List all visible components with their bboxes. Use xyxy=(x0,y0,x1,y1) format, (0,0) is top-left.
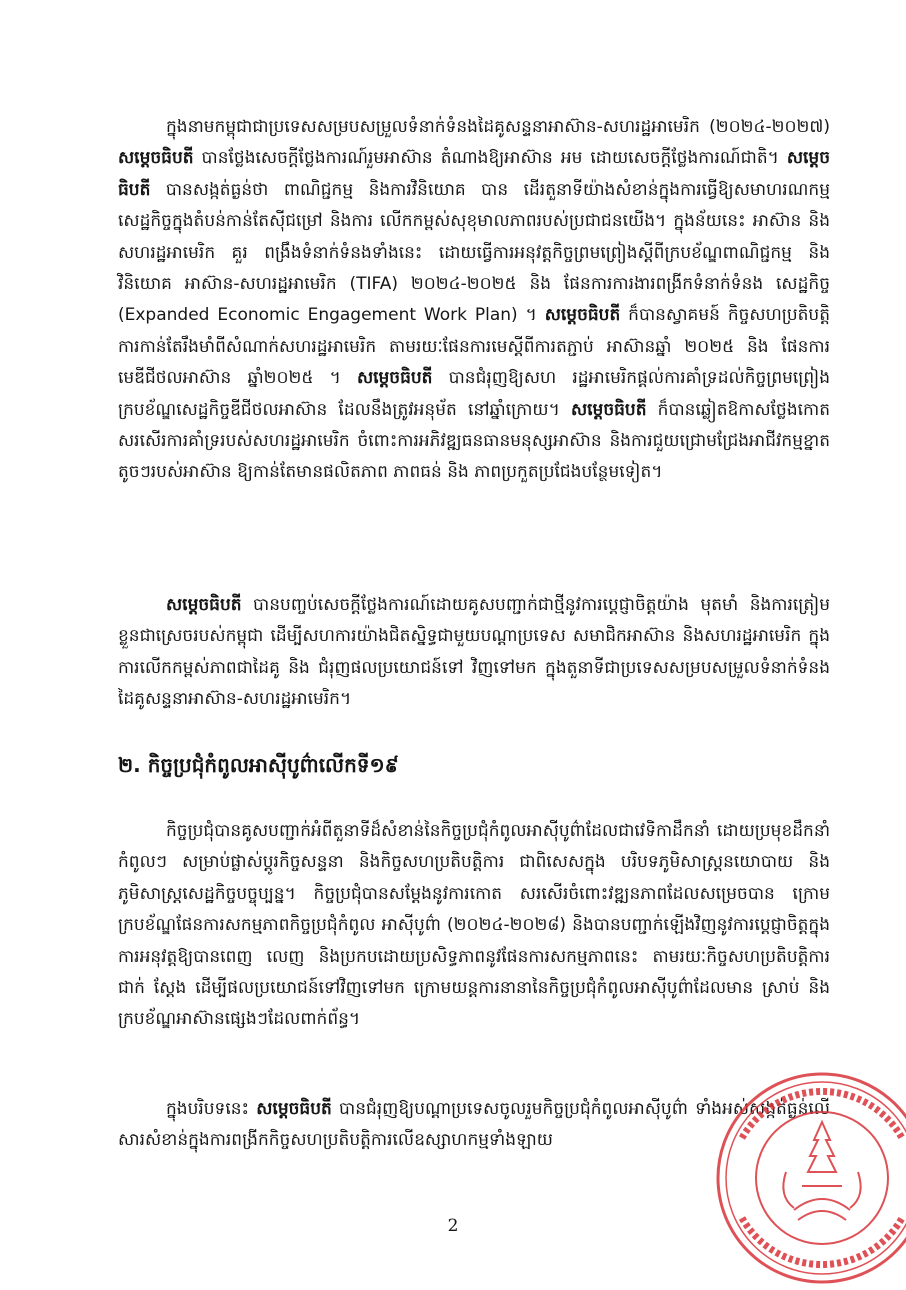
paragraph-east-asia-summit xyxy=(118,816,830,1036)
bold-title: សម្ដេចធិបតី xyxy=(166,595,242,615)
page-number: 2 xyxy=(447,1216,459,1236)
text-run: ក្នុងបរិបទនេះ xyxy=(166,1099,257,1119)
bold-title: សម្ដេចធិបតី xyxy=(118,148,194,169)
text-run: ក៏បានឆ្លៀតឱកាសថ្លែងកោតសរសើរការគាំទ្ររបស់សហរដ្ឋអាមេរិក ចំពោះការអភិវឌ្ឍធនធានមនុស្សអាស៊ាន និងការជួយជ្រោមជ្រែងអាជីវកម្មខ្នាតតូចៗរបស់អាស៊ាន ឱ្យកាន់តែមានផលិតភាព ភាពធន់ និង ភាពប្រកួតប្រជែងបន្ថែមទៀត។ xyxy=(118,399,830,483)
seal-temple-emblem xyxy=(808,1122,836,1172)
text-run: បានសង្កត់ធ្ងន់ថា ពាណិជ្ជកម្ម និងការវិនិយោគ បាន ដើរតួនាទីយ៉ាងសំខាន់ក្នុងការធ្វើឱ្យសមាហរណកម្មសេដ្ឋកិច្ចក្នុងតំបន់កាន់តែស៊ីជម្រៅ និងការ លើកកម្ពស់សុខុមាលភាពរបស់ប្រជាជនយើង។ ក្នុងន័យនេះ អាស៊ាន និងសហរដ្ឋអាមេរិក គួរ ពង្រឹងទំនាក់ទំនងទាំងនេះ ដោយធ្វើការអនុវត្តកិច្ចព្រមព្រៀងស្ដីពីក្របខ័ណ្ឌពាណិជ្ជកម្ម និង វិនិយោគ អាស៊ាន-សហរដ្ឋអាមេរិក (TIFA) ២០២៤-២០២៥ និង ផែនការការងារពង្រីកទំនាក់ទំនង សេដ្ឋកិច្ច (Expanded Economic Engagement Work Plan) ។ xyxy=(118,179,830,326)
seal-outer-ring xyxy=(718,1074,906,1282)
paragraph-closing-statement xyxy=(118,590,830,716)
bold-title: សម្ដេចធិបតី xyxy=(256,1099,332,1119)
seal-emblem-sides xyxy=(783,1172,860,1208)
seal-inner-ring xyxy=(726,1082,906,1274)
paragraph-tifa-statement xyxy=(118,112,830,489)
text-run: បានជំរុញឱ្យសហ រដ្ឋអាមេរិកផ្ដល់ការគាំទ្រដល់កិច្ចព្រមព្រៀងក្របខ័ណ្ឌសេដ្ឋកិច្ចឌីជីថលអាស៊ាន ដែលនឹងត្រូវអនុម័ត នៅឆ្នាំក្រោយ។ xyxy=(118,368,831,420)
text-run: បានថ្លែងសេចក្ដីថ្លែងការណ៍រួមអាស៊ាន តំណាងឱ្យអាស៊ាន អម ដោយសេចក្ដីថ្លែងការណ៍ជាតិ។ xyxy=(193,148,787,169)
official-seal-stamp xyxy=(702,1060,906,1290)
seal-center-ring xyxy=(756,1112,888,1244)
seal-emblem-base xyxy=(794,1186,850,1220)
bold-title: សម្ដេចធិបតី xyxy=(356,368,433,389)
bold-title: សម្ដេចធិបតី xyxy=(544,305,621,326)
text-run: បានជំរុញឱ្យបណ្ដាប្រទេសចូលរួមកិច្ចប្រជុំកំពូលអាស៊ីបូព៌ា ទាំងអស់សង្កត់ធ្ងន់លើសារសំខាន់ក្នុងការពង្រីកកិច្ចសហប្រតិបត្តិការលើឧស្សាហកម្មទាំងឡាយ xyxy=(118,1099,830,1151)
text-run: ក្នុងនាមកម្ពុជាជាប្រទេសសម្របសម្រួលទំនាក់ទំនងដៃគូសន្ទនាអាស៊ាន-សហរដ្ឋអាមេរិក (២០២៤-២០២៧) xyxy=(166,117,830,137)
text-run: កិច្ចប្រជុំបានគូសបញ្ជាក់អំពីតួនាទីដ៏សំខាន់នៃកិច្ចប្រជុំកំពូលអាស៊ីបូព៌ាដែលជាវេទិកាដឹកនាំ ដោយប្រមុខដឹកនាំកំពូលៗ សម្រាប់ផ្លាស់ប្ដូរកិច្ចសន្ទនា និងកិច្ចសហប្រតិបត្តិការ ជាពិសេសក្នុង បរិបទភូមិសាស្ត្រនយោបាយ និងភូមិសាស្ត្រសេដ្ឋកិច្ចបច្ចុប្បន្ន។ កិច្ចប្រជុំបានសម្ដែងនូវការកោត សរសើរចំពោះវឌ្ឍនភាពដែលសម្រេចបាន ក្រោមក្របខ័ណ្ឌផែនការសកម្មភាពកិច្ចប្រជុំកំពូល អាស៊ីបូព៌ា (២០២៤-២០២៨) និងបានបញ្ជាក់ឡើងវិញនូវការប្ដេជ្ញាចិត្តក្នុងការអនុវត្តឱ្យបានពេញ លេញ និងប្រកបដោយប្រសិទ្ធភាពនូវផែនការសកម្មភាពនេះ តាមរយៈកិច្ចសហប្រតិបត្តិការជាក់ ស្ដែង ដើម្បីផលប្រយោជន៍ទៅវិញទៅមក ក្រោមយន្តការនានានៃកិច្ចប្រជុំកំពូលអាស៊ីបូព៌ាដែលមាន ស្រាប់ និងក្របខ័ណ្ឌអាស៊ានផ្សេងៗដែលពាក់ព័ន្ធ។ xyxy=(118,821,830,1030)
seal-lettering-band xyxy=(742,1091,902,1264)
bold-title: សម្ដេចធិបតី xyxy=(118,148,830,200)
text-run: បានបញ្ចប់សេចក្ដីថ្លែងការណ៍ដោយគូសបញ្ជាក់ជាថ្មីនូវការប្ដេជ្ញាចិត្តយ៉ាង មុតមាំ និងការត្រៀមខ្លួនជាស្រេចរបស់កម្ពុជា ដើម្បីសហការយ៉ាងជិតស្និទ្ធជាមួយបណ្ដាប្រទេស សមាជិកអាស៊ាន និងសហរដ្ឋអាមេរិក ក្នុងការលើកកម្ពស់ភាពជាដៃគូ និង ជំរុញផលប្រយោជន៍ទៅ វិញទៅមក ក្នុងតួនាទីជាប្រទេសសម្របសម្រួលទំនាក់ទំនងដៃគូសន្ទនាអាស៊ាន-សហរដ្ឋអាមេរិក។ xyxy=(118,595,830,710)
bold-title: សម្ដេចធិបតី xyxy=(570,399,647,420)
text-run: ក៏បានស្វាគមន៍ កិច្ចសហប្រតិបត្តិការកាន់តែរឹងមាំពីសំណាក់សហរដ្ឋអាមេរិក តាមរយៈផែនការមេស្ដីពីការតភ្ជាប់ អាស៊ានឆ្នាំ ២០២៥ និង ផែនការមេឌីជីថលអាស៊ាន ឆ្នាំ២០២៥ ។ xyxy=(118,305,830,389)
section-heading: ២. កិច្ចប្រជុំកំពូលអាស៊ីបូព៌ាលើកទី១៩ xyxy=(118,753,399,777)
